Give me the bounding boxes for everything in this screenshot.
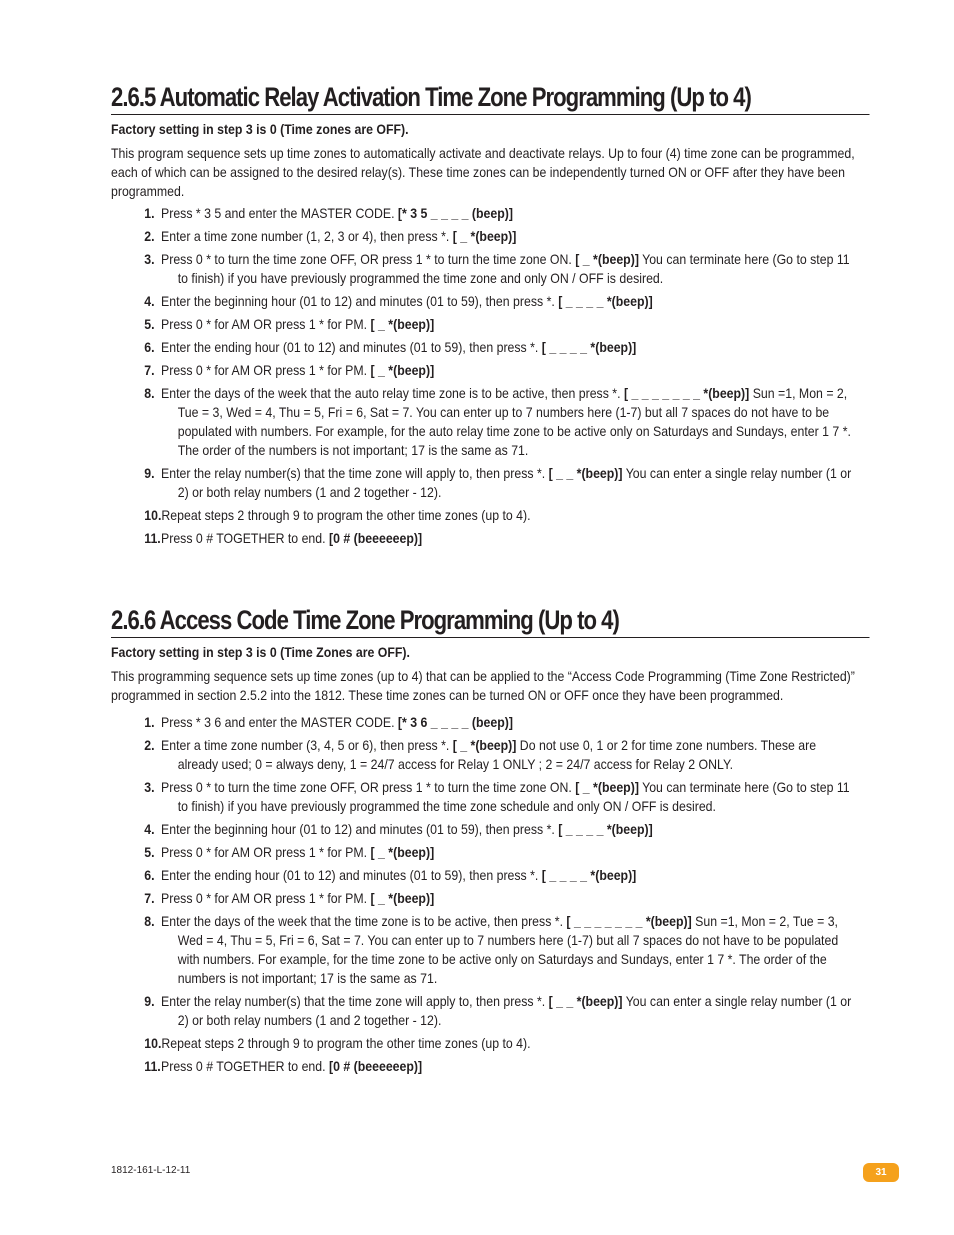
- step-item: 9.Enter the relay number(s) that the time zone will apply to, then press *. [ _ _ *(beep)] You can enter a single relay number (1 or 2) or both relay numbers (1 and 2 together - 12).: [144, 465, 852, 500]
- step-keycode: [0 # (beeeeeep)]: [328, 530, 423, 546]
- page-number-badge: 31: [863, 1163, 899, 1182]
- step-note: Do not use 0, 1 or 2 for time zone numbers. These are already used; 0 = always deny, 1 = 24/7 access for Relay 1 ONLY ; 2 = 24/7 access for Relay 2 ONLY.: [177, 737, 817, 772]
- step-text: Enter the beginning hour (01 to 12) and minutes (01 to 59), then press *.: [161, 293, 559, 309]
- step-note: You can terminate here (Go to step 11 to finish) if you have previously programmed the time zone and only ON / OFF is desired.: [177, 251, 850, 286]
- step-keycode: [ _ *(beep)]: [370, 844, 435, 860]
- step-item: 5.Press 0 * for AM OR press 1 * for PM. [ _ *(beep)]: [144, 844, 435, 860]
- step-keycode: [* 3 6 _ _ _ _ (beep)]: [397, 714, 513, 730]
- step-keycode: [ _ _ _ _ *(beep)]: [558, 293, 653, 309]
- step-item: 11.Press 0 # TOGETHER to end. [0 # (beeeeeep)]: [144, 530, 423, 546]
- step-item: 2.Enter a time zone number (3, 4, 5 or 6), then press *. [ _ *(beep)] Do not use 0, 1 or 2 for time zone numbers. These are already used; 0 = always deny, 1 = 24/7 access for Relay 1 ONLY ; 2 = 24/7 access for Relay 2 ONLY.: [144, 737, 817, 772]
- step-item: 7.Press 0 * for AM OR press 1 * for PM. [ _ *(beep)]: [144, 362, 435, 378]
- step-item: 7.Press 0 * for AM OR press 1 * for PM. [ _ *(beep)]: [144, 890, 435, 906]
- step-text: Repeat steps 2 through 9 to program the other time zones (up to 4).: [161, 1035, 531, 1051]
- factory-setting-note: Factory setting in step 3 is 0 (Time Zones are OFF).: [111, 644, 410, 660]
- section-intro: This program sequence sets up time zones to automatically activate and deactivate relays. Up to four (4) time zone can be programmed, each of which can be assigned to the desired relay(s). These time zones can be independently turned ON or OFF after they have been programmed.: [111, 145, 855, 199]
- step-text: Enter the ending hour (01 to 12) and minutes (01 to 59), then press *.: [161, 339, 542, 355]
- step-keycode: [ _ *(beep)]: [452, 737, 517, 753]
- section-heading: 2.6.6 Access Code Time Zone Programming (Up to 4): [111, 605, 870, 638]
- step-text: Press 0 * to turn the time zone OFF, OR press 1 * to turn the time zone ON.: [161, 779, 576, 795]
- step-note: You can enter a single relay number (1 or 2) or both relay numbers (1 and 2 together - 12).: [177, 993, 852, 1028]
- step-text: Enter the days of the week that the auto relay time zone is to be active, then press *.: [161, 385, 624, 401]
- step-item: 9.Enter the relay number(s) that the time zone will apply to, then press *. [ _ _ *(beep)] You can enter a single relay number (1 or 2) or both relay numbers (1 and 2 together - 12).: [144, 993, 852, 1028]
- step-keycode: [ _ *(beep)]: [575, 251, 639, 267]
- step-item: 8.Enter the days of the week that the auto relay time zone is to be active, then press *. [ _ _ _ _ _ _ _ *(beep)] Sun =1, Mon = 2, Tue = 3, Wed = 4, Thu = 5, Fri = 6, Sat = 7. You can enter up to 7 numbers here (1-7) but all 7 spaces do not have to be populated with numbers. For example, for the auto relay time zone to be active only on Saturdays and Sundays, enter 1 7 *. The order of the numbers is not important; 17 is the same as 71.: [144, 385, 851, 458]
- factory-setting-note: Factory setting in step 3 is 0 (Time zones are OFF).: [111, 121, 409, 137]
- step-item: 5.Press 0 * for AM OR press 1 * for PM. [ _ *(beep)]: [144, 316, 435, 332]
- step-keycode: [ _ _ _ _ *(beep)]: [541, 867, 637, 883]
- step-keycode: [ _ *(beep)]: [370, 890, 435, 906]
- step-keycode: [ _ _ _ _ *(beep)]: [541, 339, 637, 355]
- step-text: Repeat steps 2 through 9 to program the other time zones (up to 4).: [161, 507, 531, 523]
- step-note: You can terminate here (Go to step 11 to finish) if you have previously programmed the time zone schedule and only ON / OFF is desired.: [177, 779, 850, 814]
- step-item: 8.Enter the days of the week that the time zone is to be active, then press *. [ _ _ _ _ _ _ _ *(beep)] Sun =1, Mon = 2, Tue = 3, Wed = 4, Thu = 5, Fri = 6, Sat = 7. You can enter up to 7 numbers here (1-7) but all 7 spaces do not have to be populated with numbers. For example, for the time zone to be active only on Saturdays and Sundays, enter 1 7 *. The order of the numbers is not important; 17 is the same as 71.: [144, 913, 839, 986]
- step-text: Enter the days of the week that the time zone is to be active, then press *.: [161, 913, 567, 929]
- step-text: Enter a time zone number (3, 4, 5 or 6), then press *.: [161, 737, 453, 753]
- step-text: Press * 3 5 and enter the MASTER CODE.: [161, 205, 398, 221]
- step-item: 11.Press 0 # TOGETHER to end. [0 # (beeeeeep)]: [144, 1058, 423, 1074]
- step-item: 2.Enter a time zone number (1, 2, 3 or 4), then press *. [ _ *(beep)]: [144, 228, 517, 244]
- step-keycode: [0 # (beeeeeep)]: [328, 1058, 423, 1074]
- step-text: Enter the beginning hour (01 to 12) and minutes (01 to 59), then press *.: [161, 821, 559, 837]
- step-note: Sun =1, Mon = 2, Tue = 3, Wed = 4, Thu = 5, Fri = 6, Sat = 7. You can enter up to 7 numbers here (1-7) but all 7 spaces do not have to be populated with numbers. For example, for the time zone to be active only on Saturdays and Sundays, enter 1 7 *. The order of the numbers is not important; 17 is the same as 71.: [177, 913, 839, 986]
- step-item: [144, 506, 856, 525]
- step-item: [144, 1034, 856, 1053]
- step-keycode: [ _ *(beep)]: [575, 779, 639, 795]
- step-text: Enter the ending hour (01 to 12) and minutes (01 to 59), then press *.: [161, 867, 542, 883]
- document-code: 1812-161-L-12-11: [111, 1165, 191, 1176]
- step-text: Press 0 # TOGETHER to end.: [161, 1058, 329, 1074]
- step-note: Sun =1, Mon = 2, Tue = 3, Wed = 4, Thu = 5, Fri = 6, Sat = 7. You can enter up to 7 numbers here (1-7) but all 7 spaces do not have to be populated with numbers. For example, for the auto relay time zone to be active only on Saturdays and Sundays, enter 1 7 *. The order of the numbers is not important; 17 is the same as 71.: [177, 385, 851, 458]
- step-keycode: [ _ _ _ _ *(beep)]: [558, 821, 653, 837]
- step-keycode: [ _ *(beep)]: [370, 316, 435, 332]
- step-text: Press * 3 6 and enter the MASTER CODE.: [161, 714, 398, 730]
- step-keycode: [* 3 5 _ _ _ _ (beep)]: [397, 205, 513, 221]
- steps-list: [144, 713, 856, 1076]
- step-keycode: [ _ _ _ _ _ _ _ *(beep)]: [623, 385, 750, 401]
- step-text: Press 0 # TOGETHER to end.: [161, 530, 329, 546]
- step-text: Press 0 * for AM OR press 1 * for PM.: [161, 316, 371, 332]
- step-item: 6.Enter the ending hour (01 to 12) and minutes (01 to 59), then press *. [ _ _ _ _ *(beep)]: [144, 867, 637, 883]
- step-text: Press 0 * to turn the time zone OFF, OR press 1 * to turn the time zone ON.: [161, 251, 576, 267]
- step-keycode: [ _ *(beep)]: [452, 228, 517, 244]
- step-keycode: [ _ _ *(beep)]: [548, 465, 623, 481]
- step-text: Press 0 * for AM OR press 1 * for PM.: [161, 890, 371, 906]
- step-item: 4.Enter the beginning hour (01 to 12) and minutes (01 to 59), then press *. [ _ _ _ _ *(beep)]: [144, 821, 653, 837]
- step-text: Press 0 * for AM OR press 1 * for PM.: [161, 362, 371, 378]
- section-intro: This programming sequence sets up time zones (up to 4) that can be applied to the “Access Code Programming (Time Zone Restricted)” programmed in section 2.5.2 into the 1812. These time zones can be turned ON or OFF once they have been programmed.: [111, 668, 855, 703]
- step-keycode: [ _ *(beep)]: [370, 362, 435, 378]
- step-text: Enter the relay number(s) that the time zone will apply to, then press *.: [161, 993, 549, 1009]
- step-keycode: [ _ _ _ _ _ _ _ *(beep)]: [566, 913, 692, 929]
- step-note: You can enter a single relay number (1 or 2) or both relay numbers (1 and 2 together - 12).: [177, 465, 852, 500]
- step-item: 1.Press * 3 6 and enter the MASTER CODE. [* 3 6 _ _ _ _ (beep)]: [144, 714, 513, 730]
- section-2-6-6: [111, 605, 871, 1080]
- section-heading: 2.6.5 Automatic Relay Activation Time Zone Programming (Up to 4): [111, 82, 870, 115]
- step-item: 3.Press 0 * to turn the time zone OFF, OR press 1 * to turn the time zone ON. [ _ *(beep)] You can terminate here (Go to step 11 to finish) if you have previously programmed the time zone and only ON / OFF is desired.: [144, 251, 850, 286]
- step-item: 1.Press * 3 5 and enter the MASTER CODE. [* 3 5 _ _ _ _ (beep)]: [144, 205, 513, 221]
- step-item: 3.Press 0 * to turn the time zone OFF, OR press 1 * to turn the time zone ON. [ _ *(beep)] You can terminate here (Go to step 11 to finish) if you have previously programmed the time zone schedule and only ON / OFF is desired.: [144, 779, 850, 814]
- step-item: 4.Enter the beginning hour (01 to 12) and minutes (01 to 59), then press *. [ _ _ _ _ *(beep)]: [144, 293, 653, 309]
- section-2-6-5: [111, 82, 871, 552]
- step-text: Press 0 * for AM OR press 1 * for PM.: [161, 844, 371, 860]
- step-item: 6.Enter the ending hour (01 to 12) and minutes (01 to 59), then press *. [ _ _ _ _ *(beep)]: [144, 339, 637, 355]
- step-text: Enter a time zone number (1, 2, 3 or 4), then press *.: [161, 228, 453, 244]
- step-keycode: [ _ _ *(beep)]: [548, 993, 623, 1009]
- step-text: Enter the relay number(s) that the time zone will apply to, then press *.: [161, 465, 549, 481]
- steps-list: [144, 204, 856, 548]
